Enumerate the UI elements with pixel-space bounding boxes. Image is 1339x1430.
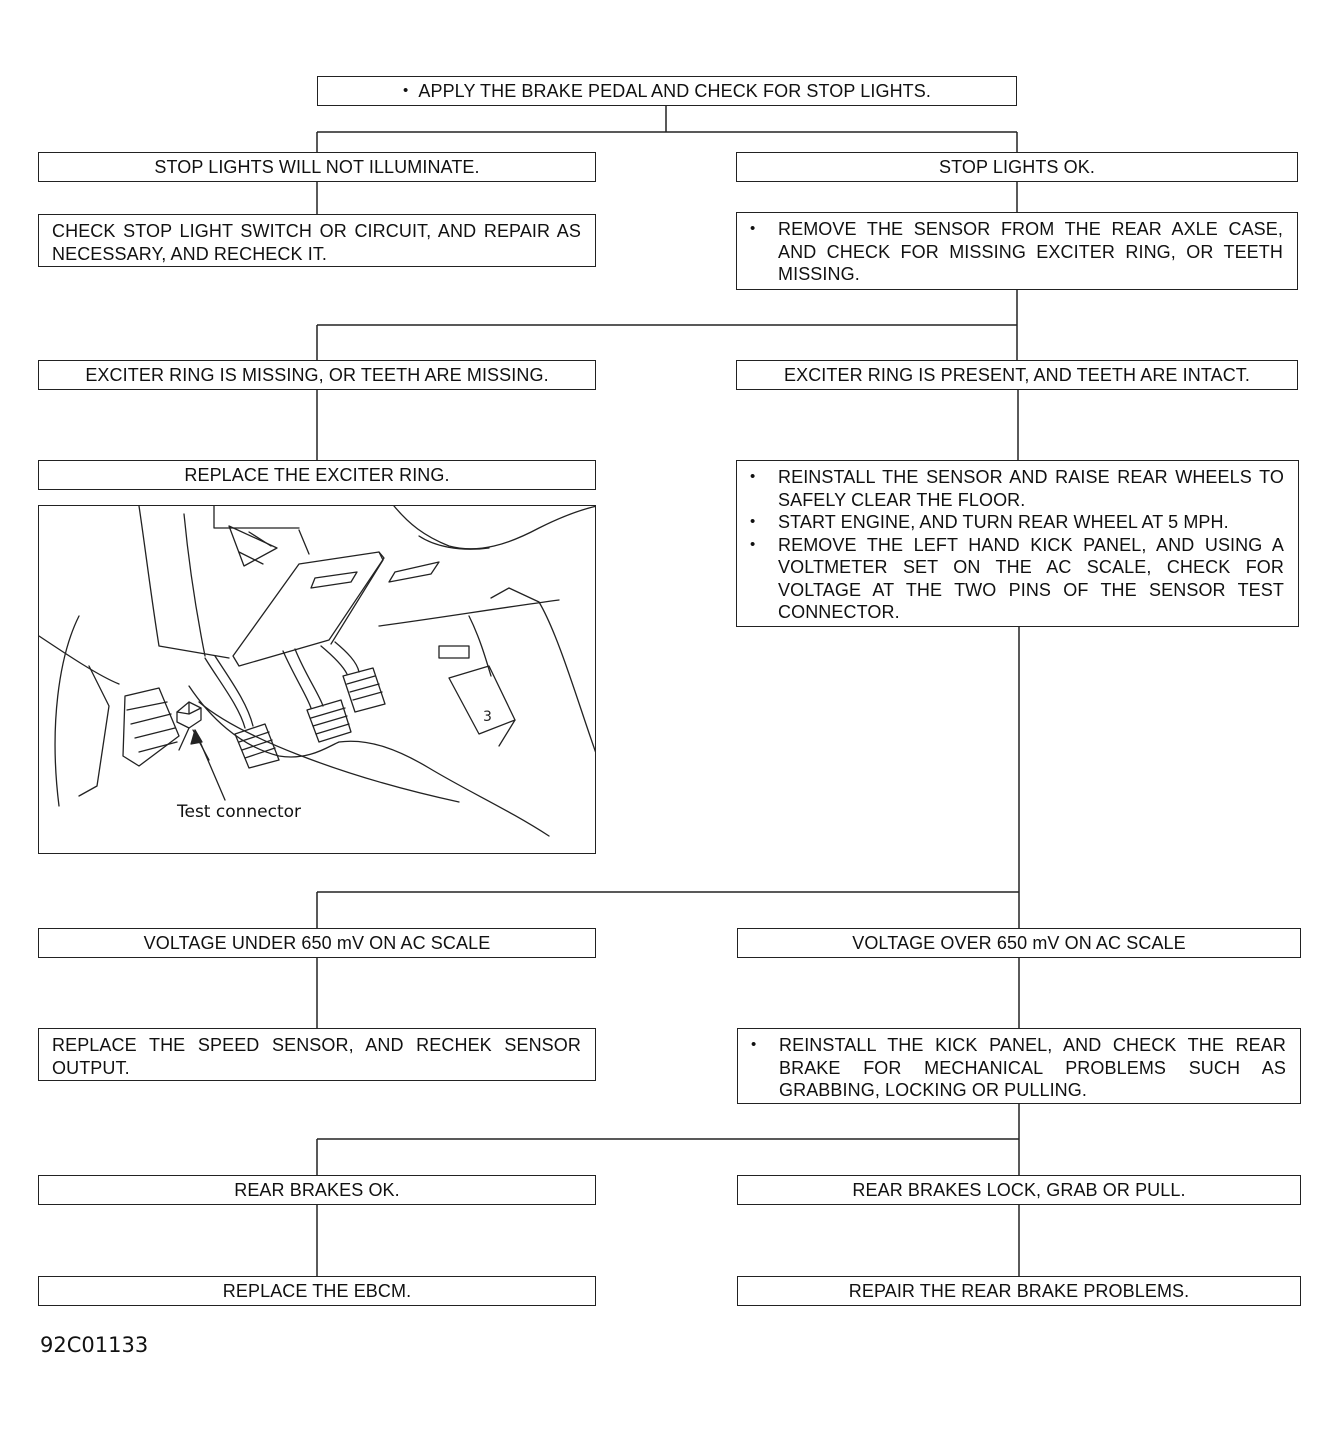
exciter-missing-box <box>38 360 596 390</box>
start-box <box>317 76 1017 106</box>
stop-lights-ok-text: STOP LIGHTS OK. <box>939 156 1095 177</box>
voltage-check-text-3: REMOVE THE LEFT HAND KICK PANEL, AND USING A VOLTMETER SET ON THE AC SCALE, CHECK FOR VOLTAGE AT THE TWO PINS OF THE SENSOR TEST CONNECTOR. <box>778 534 1284 622</box>
replace-ebcm-text: REPLACE THE EBCM. <box>222 1280 412 1301</box>
bullet: • <box>750 535 756 553</box>
remove-sensor-box <box>736 212 1298 290</box>
pedal-illustration <box>38 505 596 854</box>
replace-ebcm-box <box>38 1276 596 1306</box>
rear-brakes-ok-box <box>38 1175 596 1205</box>
bullet: • <box>750 220 756 237</box>
connector-remove <box>317 289 1017 360</box>
voltage-check-box <box>736 460 1299 627</box>
kick-panel-item <box>751 1034 1286 1102</box>
replace-sensor-text: REPLACE THE SPEED SENSOR, AND RECHEK SENSOR OUTPUT. <box>52 1035 581 1078</box>
voltage-check-text-2: START ENGINE, AND TURN REAR WHEEL AT 5 MPH. <box>778 512 1229 532</box>
connector-kick <box>317 1103 1019 1175</box>
start-text: APPLY THE BRAKE PEDAL AND CHECK FOR STOP LIGHTS. <box>418 80 931 101</box>
stop-lights-fail-action-text: CHECK STOP LIGHT SWITCH OR CIRCUIT, AND REPAIR AS NECESSARY, AND RECHECK IT. <box>52 221 581 264</box>
connector-start <box>317 105 1017 152</box>
stop-lights-fail-box <box>38 152 596 182</box>
stop-lights-fail-text: STOP LIGHTS WILL NOT ILLUMINATE. <box>154 156 480 177</box>
remove-sensor-item <box>750 218 1283 286</box>
repair-brakes-box <box>737 1276 1301 1306</box>
kick-panel-text: REINSTALL THE KICK PANEL, AND CHECK THE REAR BRAKE FOR MECHANICAL PROBLEMS SUCH AS GRABBING, LOCKING OR PULLING. <box>779 1035 1286 1100</box>
exciter-missing-text: EXCITER RING IS MISSING, OR TEETH ARE MISSING. <box>85 364 549 385</box>
callout-number: 3 <box>483 709 492 725</box>
voltage-check-item <box>750 466 1284 511</box>
rear-brakes-ok-text: REAR BRAKES OK. <box>234 1179 400 1200</box>
bullet: • <box>403 81 409 99</box>
voltage-under-box <box>38 928 596 958</box>
figure-code: 92C01133 <box>40 1333 149 1357</box>
stop-lights-fail-action-box <box>38 214 596 267</box>
rear-brakes-bad-text: REAR BRAKES LOCK, GRAB OR PULL. <box>852 1179 1186 1200</box>
voltage-over-box <box>737 928 1301 958</box>
voltage-over-text: VOLTAGE OVER 650 mV ON AC SCALE <box>852 932 1186 953</box>
bullet: • <box>751 1036 757 1053</box>
replace-exciter-box <box>38 460 596 490</box>
voltage-check-item <box>750 534 1284 624</box>
bullet: • <box>750 468 756 485</box>
test-connector-label: Test connector <box>177 802 302 822</box>
exciter-present-text: EXCITER RING IS PRESENT, AND TEETH ARE INTACT. <box>783 364 1251 385</box>
replace-sensor-box <box>38 1028 596 1081</box>
pedal-drawing <box>39 506 596 854</box>
kick-panel-box <box>737 1028 1301 1104</box>
voltage-check-text-1: REINSTALL THE SENSOR AND RAISE REAR WHEELS TO SAFELY CLEAR THE FLOOR. <box>778 467 1284 510</box>
voltage-under-text: VOLTAGE UNDER 650 mV ON AC SCALE <box>143 932 491 953</box>
repair-brakes-text: REPAIR THE REAR BRAKE PROBLEMS. <box>848 1280 1190 1301</box>
rear-brakes-bad-box <box>737 1175 1301 1205</box>
exciter-present-box <box>736 360 1298 390</box>
stop-lights-ok-box <box>736 152 1298 182</box>
replace-exciter-text: REPLACE THE EXCITER RING. <box>184 464 450 485</box>
voltage-check-item <box>750 511 1284 534</box>
remove-sensor-text: REMOVE THE SENSOR FROM THE REAR AXLE CASE, AND CHECK FOR MISSING EXCITER RING, OR TEETH MISSING. <box>778 219 1283 284</box>
bullet: • <box>750 513 756 530</box>
